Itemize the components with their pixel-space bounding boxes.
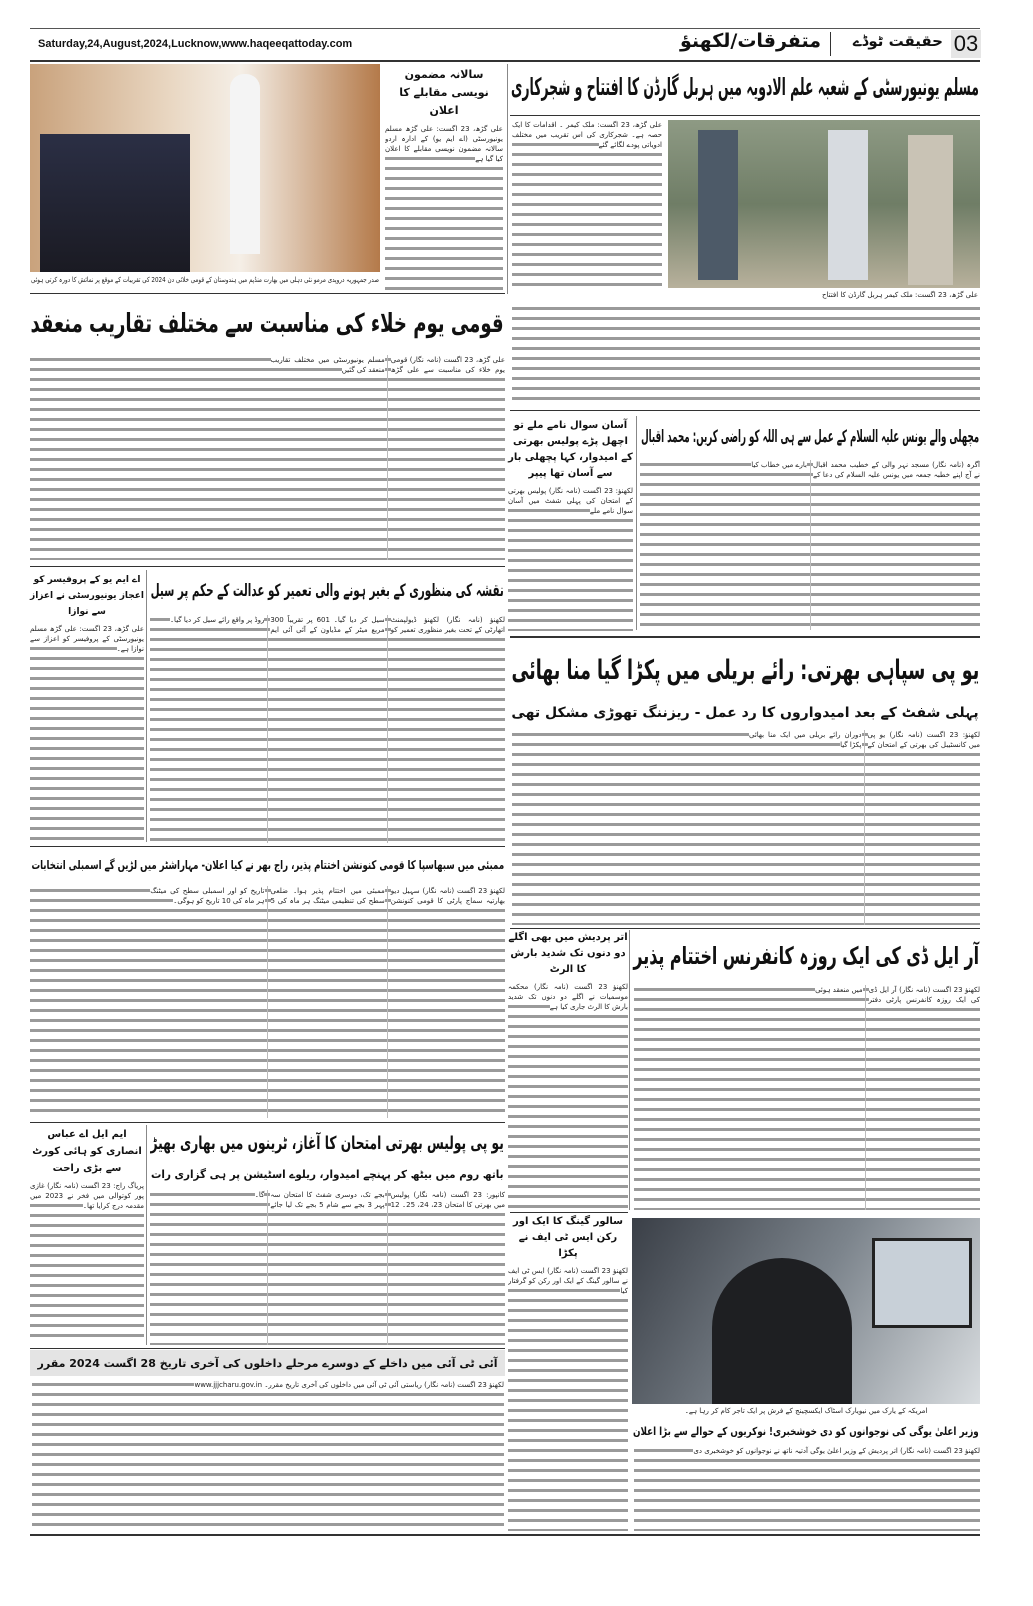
easy-paper-headline: آسان سوال نامے ملے تو اچھل پڑے پولیس بھرتی کے امیدوار، کہا پچھلی بار سے آسان تھا پیپر — [508, 420, 633, 479]
divider — [146, 570, 147, 842]
iti-body: لکھنؤ 23 اگست (نامہ نگار) ریاستی آئی ٹی آئی میں داخلوں کی آخری تاریخ مقرر۔ www.jjjcharu.gov.in — [32, 1380, 504, 1530]
brand-logo: حقیقت ٹوڈے — [852, 32, 943, 50]
essay-contest-headline: سالانہ مضمون نویسی مقابلے کا اعلان — [399, 68, 489, 117]
divider — [510, 115, 980, 116]
solver-gang-headline: سالور گینگ کا ایک اور رکن ایس ٹی ایف نے پکڑا — [513, 1216, 623, 1259]
essay-contest-article — [385, 66, 503, 292]
yogi-headline-box — [632, 1420, 980, 1442]
herbal-garden-photo — [668, 120, 980, 288]
police-exam-subheadline: باتھ روم میں بیٹھ کر پہنچے امیدوار، ریلوے اسٹیشن پر ہی گزاری رات — [151, 1167, 504, 1181]
mumbai-headline: ممبئی میں سبھاسپا کا قومی کنونشن اختتام پذیر، راج بھر نے کیا اعلان- مہاراشٹر میں لڑیں گے اسمبلی انتخابات — [31, 858, 504, 872]
divider — [636, 416, 637, 630]
space-day-photo-caption-box — [30, 276, 380, 284]
herbal-garden-headline: مسلم یونیورسٹی کے شعبہ علم الادویہ میں ہربل گارڈن کا افتتاح و شجرکاری — [511, 73, 979, 101]
bottom-rule — [30, 1534, 980, 1536]
iti-headline-box — [30, 1350, 505, 1376]
space-day-photo-caption: صدر جمہوریہ دروپدی مرمو نئی دہلی میں بھارت منڈپم میں ہندوستان کے قومی خلائی دن 2024 کی تقریبات کے موقع پر نمائش کا دورہ کرتی ہوئی — [31, 276, 379, 284]
herbal-garden-headline-box — [510, 62, 980, 112]
rain-alert-body: لکھنؤ 23 اگست (نامہ نگار) محکمہ موسمیات نے اگلے دو دنوں تک شدید بارش کا الرٹ جاری کیا ہے — [508, 982, 628, 1208]
divider — [830, 32, 831, 56]
solver-gang-article — [508, 1214, 628, 1531]
rld-headline-box — [632, 932, 980, 980]
stock-exchange-photo-caption-box — [632, 1407, 980, 1415]
essay-contest-body: علی گڑھ، 23 اگست: علی گڑھ مسلم یونیورسٹی (اے ایم یو) کے ادارہ اردو سالانہ مضمون نویسی مقابلے کا اعلان کیا گیا ہے — [385, 124, 503, 292]
amu-professor-article — [30, 572, 144, 842]
top-rule — [30, 28, 980, 29]
map-approval-body: لکھنؤ (نامہ نگار) لکھنؤ ڈیولپمنٹ اتھارٹی کے تحت بغیر منظوری تعمیر کو سیل کر دیا گیا۔ 601 پر تقریباً 300 مربع میٹر کے مڈیاون کے آئی آئی ایم روڈ پر واقع رائے سیل کر دیا گیا۔ — [150, 615, 505, 843]
divider — [30, 293, 505, 294]
divider — [629, 930, 630, 1210]
herbal-garden-caption: علی گڑھ، 23 اگست: ملک کیمر ہربل گارڈن کا افتتاح — [822, 291, 979, 299]
police-exam-headline-box — [150, 1126, 505, 1160]
divider — [30, 1122, 505, 1123]
rld-headline: آر ایل ڈی کی ایک روزہ کانفرنس اختتام پذیر — [633, 942, 979, 970]
space-day-headline: قومی یوم خلاء کی مناسبت سے مختلف تقاریب منعقد — [30, 309, 505, 339]
police-exam-headline: یو پی پولیس بھرتی امتحان کا آغاز، ٹرینوں میں بھاری بھیڑ — [150, 1132, 505, 1154]
rld-body: لکھنؤ 23 اگست (نامہ نگار) آر ایل ڈی کی ایک روزہ کانفرنس پارٹی دفتر میں منعقد ہوئی — [634, 985, 980, 1210]
police-exam-body: کانپور: 23 اگست (نامہ نگار) پولیس میں بھرتی کا امتحان 23، 24، 25۔ 12 بجے تک، دوسری شفٹ کا امتحان سہ پہر 3 بجے سے شام 5 بجے تک لیا جائے گا۔ — [150, 1190, 505, 1345]
rain-alert-headline: اتر پردیش میں بھی اگلے دو دنوں تک شدید بارش کا الرٹ — [508, 932, 628, 975]
munna-bhai-headline: یو پی سپاہی بھرتی: رائے بریلی میں پکڑا گیا منا بھائی — [511, 654, 979, 686]
abbas-ansari-body: پریاگ راج: 23 اگست (نامہ نگار) غازی پور کوتوالی میں فخر نے 2023 میں مقدمہ درج کرایا تھا۔ — [30, 1181, 144, 1344]
yunus-headline-box — [640, 418, 980, 454]
divider — [510, 410, 980, 411]
iti-headline: آئی ٹی آئی میں داخلے کے دوسرے مرحلے داخلوں کی آخری تاریخ 28 اگست 2024 مقرر — [37, 1356, 498, 1370]
herbal-garden-body-a: علی گڑھ، 23 اگست: ملک کیمر ۔ اقدامات کا ایک حصہ ہے۔ شجرکاری کی اس تقریب میں مختلف ادویاتی پودے لگائے گئے — [512, 120, 662, 288]
divider — [30, 1348, 505, 1349]
abbas-ansari-headline: ایم ایل اے عباس انصاری کو ہائی کورٹ سے بڑی راحت — [32, 1129, 142, 1174]
amu-professor-body: علی گڑھ، 23 اگست: علی گڑھ مسلم یونیورسٹی کے پروفیسر کو اعزاز سے نوازا ہے۔ — [30, 624, 144, 842]
mumbai-headline-box — [30, 850, 505, 880]
police-exam-subheadline-box — [150, 1163, 505, 1185]
stock-exchange-photo — [632, 1218, 980, 1404]
abbas-ansari-article — [30, 1126, 144, 1344]
easy-paper-body: لکھنؤ: 23 اگست (نامہ نگار) پولیس بھرتی کے امتحان کی پہلی شفٹ میں آسان سوال نامے ملے — [508, 486, 633, 631]
map-approval-headline: نقشہ کی منظوری کے بغیر ہونے والی تعمیر کو عدالت کے حکم پر سیل — [150, 580, 505, 601]
divider — [146, 1125, 147, 1345]
space-day-body: علی گڑھ، 23 اگست (نامہ نگار) قومی یوم خلاء کی مناسبت سے علی گڑھ مسلم یونیورسٹی میں مختلف تقاریب منعقد کی گئیں — [30, 355, 505, 560]
yogi-headline: وزیر اعلیٰ یوگی کی نوجوانوں کو دی خوشخبری! نوکریوں کے حوالے سے بڑا اعلان — [633, 1424, 979, 1438]
yogi-body: لکھنؤ 23 اگست (نامہ نگار) اتر پردیش کے وزیر اعلیٰ یوگی آدتیہ ناتھ نے نوجوانوں کو خوشخبری دی — [634, 1446, 980, 1531]
space-day-photo — [30, 64, 380, 272]
rain-alert-article — [508, 930, 628, 1208]
herbal-garden-caption-box — [820, 291, 980, 299]
munna-bhai-subheadline-box — [510, 701, 980, 725]
munna-bhai-body: لکھنؤ: 23 اگست (نامہ نگار) یو پی میں کانسٹیبل کی بھرتی کے امتحان کے دوران رائے بریلی میں ایک منا بھائی پکڑا گیا — [512, 730, 980, 925]
page-number: 03 — [951, 30, 981, 58]
solver-gang-body: لکھنؤ 23 اگست (نامہ نگار) ایس ٹی ایف نے سالور گینگ کے ایک اور رکن کو گرفتار کیا — [508, 1266, 628, 1531]
divider — [30, 566, 505, 567]
divider — [507, 64, 508, 294]
mumbai-body: لکھنؤ 23 اگست (نامہ نگار) سہیل دیو بھارتیہ سماج پارٹی کا قومی کنونشن ممبئی میں اختتام پذیر ہوا۔ ضلعی سطح کی تنظیمی میٹنگ ہر ماہ کی 5 تاریخ کو اور اسمبلی سطح کی میٹنگ ہر ماہ کی 10 تاریخ کو ہوگی۔ — [30, 886, 505, 1118]
divider — [510, 928, 980, 929]
date-line: Saturday,24,August,2024,Lucknow,www.haqeeqattoday.com — [38, 38, 353, 50]
divider — [510, 636, 980, 638]
yunus-headline: مچھلی والے یونس علیہ السلام کے عمل سے ہی اللہ کو راضی کریں: محمد اقبال — [640, 426, 980, 447]
amu-professor-headline: اے ایم یو کے پروفیسر کو اعجاز یونیورسٹی نے اعزاز سے نوازا — [30, 575, 144, 617]
munna-bhai-headline-box — [510, 644, 980, 696]
easy-paper-article — [508, 418, 633, 631]
herbal-garden-body — [512, 304, 980, 400]
map-approval-headline-box — [150, 570, 505, 610]
munna-bhai-subheadline: پہلی شفٹ کے بعد امیدواروں کا رد عمل - ریزننگ تھوڑی مشکل تھی — [511, 705, 979, 721]
yunus-body: آگرہ (نامہ نگار) مسجد نہر والی کے خطیب محمد اقبال نے آج اپنے خطبہ جمعہ میں یونس علیہ السلام کی دعا کے بارے میں خطاب کیا — [640, 460, 980, 630]
divider — [510, 1212, 628, 1213]
section-title: متفرقات/لکھنؤ — [679, 30, 821, 52]
stock-exchange-photo-caption: امریکہ کے یارک میں نیویارک اسٹاک ایکسچینج کے فرش پر ایک تاجر کام کر رہا ہے۔ — [684, 1407, 928, 1415]
divider — [30, 846, 505, 847]
space-day-headline-box — [30, 298, 505, 350]
